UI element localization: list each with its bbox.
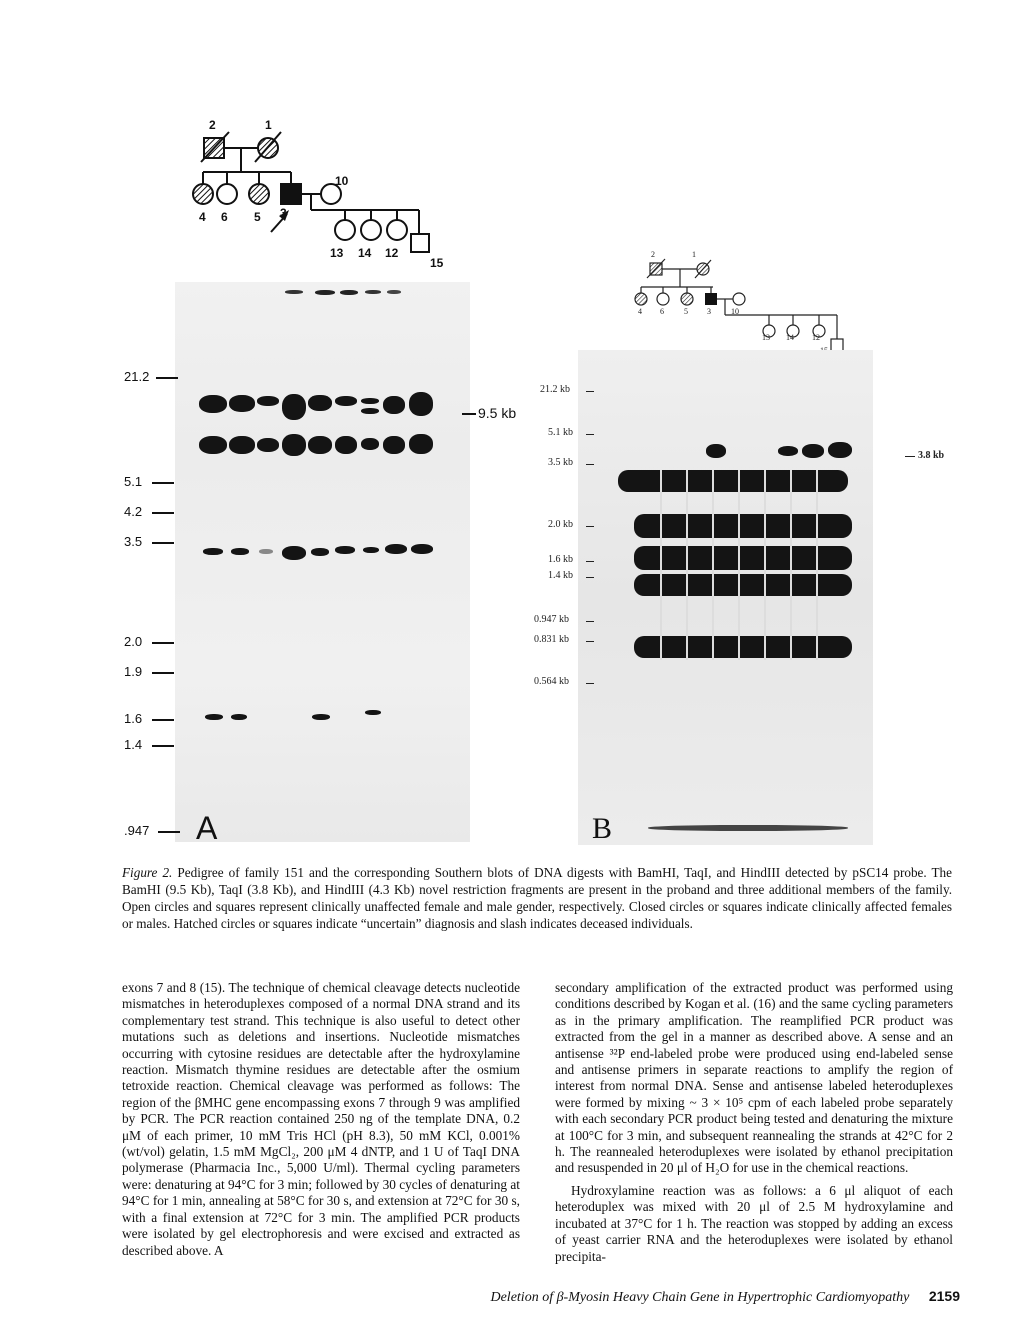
pedigree-b-label: 1: [692, 250, 696, 259]
size-marker-b: 0.831 kb: [534, 634, 569, 645]
size-marker-b: 0.564 kb: [534, 676, 569, 687]
pedigree-b-label: 13: [762, 333, 770, 342]
blot-band: [282, 546, 306, 560]
size-marker-a: 4.2: [124, 504, 143, 519]
pedigree-a-label: 10: [335, 174, 349, 188]
pedigree-b-label: 12: [812, 333, 820, 342]
pedigree-b-label: 4: [638, 307, 642, 316]
body-column-right: [555, 980, 953, 1265]
running-title: Deletion of β-Myosin Heavy Chain Gene in Hypertrophic Cardiomyopathy: [490, 1290, 910, 1305]
blot-band: [365, 710, 381, 715]
pedigree-a-label: 12: [385, 246, 399, 260]
pedigree-a-label: 3: [280, 206, 287, 220]
blot-band: [361, 408, 379, 414]
southern-blot-a: [175, 282, 470, 842]
blot-band: [634, 546, 852, 570]
marker-tick: [152, 512, 174, 514]
marker-tick: [152, 642, 174, 644]
pedigree-female-unaffected: [217, 184, 237, 204]
pedigree-female-hatched: [193, 184, 213, 204]
lane-divider: [816, 470, 818, 660]
marker-tick: [152, 542, 174, 544]
blot-band: [282, 434, 306, 456]
size-marker-b: 0.947 kb: [534, 614, 569, 625]
size-marker-a: .947: [124, 823, 150, 838]
blot-band: [257, 396, 279, 406]
blot-band: [361, 438, 379, 450]
pedigree-b-label: 2: [651, 250, 655, 259]
fragment-label-b: 3.8 kb: [918, 450, 945, 461]
lane-divider: [686, 470, 688, 660]
pedigree-a-label: 14: [358, 246, 372, 260]
blot-band: [409, 434, 433, 454]
marker-tick: [156, 377, 178, 379]
blot-band: [203, 548, 223, 555]
marker-tick: [158, 831, 180, 833]
pedigree-a-label: 5: [254, 210, 261, 224]
fragment-tick: [905, 456, 915, 457]
size-marker-a: 1.6: [124, 711, 143, 726]
blot-band: [199, 395, 227, 413]
size-marker-b: 2.0 kb: [548, 519, 573, 530]
blot-band: [315, 290, 335, 295]
marker-tick: [586, 464, 594, 465]
blot-band: [335, 546, 355, 554]
fragment-label-a: 9.5 kb: [478, 405, 517, 421]
blot-band: [231, 548, 249, 555]
marker-tick: [586, 641, 594, 642]
marker-tick: [586, 391, 594, 392]
pedigree-female-unaffected: [387, 220, 407, 240]
blot-band: [706, 444, 726, 458]
marker-tick: [586, 577, 594, 578]
pedigree-a: [175, 110, 465, 270]
figure-caption: [122, 864, 952, 932]
pedigree-b-label: 6: [660, 307, 664, 316]
blot-band: [618, 470, 848, 492]
size-marker-a: 3.5: [124, 534, 143, 549]
blot-band: [802, 444, 824, 458]
blot-band: [285, 290, 303, 294]
pedigree-a-label: 15: [430, 256, 444, 270]
blot-band: [385, 544, 407, 554]
marker-tick: [152, 719, 174, 721]
size-marker-a: 1.9: [124, 664, 143, 679]
pedigree-male-unaffected: [411, 234, 429, 252]
marker-tick: [586, 561, 594, 562]
size-marker-b: 3.5 kb: [548, 457, 573, 468]
blot-band: [308, 436, 332, 454]
size-marker-a: 21.2: [124, 369, 150, 384]
pedigree-male-affected-proband: [705, 293, 717, 305]
blot-band: [311, 548, 329, 556]
marker-tick: [586, 621, 594, 622]
pedigree-female-hatched: [681, 293, 693, 305]
size-marker-b: 5.1 kb: [548, 427, 573, 438]
size-marker-b: 1.6 kb: [548, 554, 573, 565]
marker-tick: [152, 482, 174, 484]
blot-band: [308, 395, 332, 411]
marker-tick: [152, 672, 174, 674]
lane-divider: [790, 470, 792, 660]
pedigree-a-label: 13: [330, 246, 344, 260]
blot-band: [282, 394, 306, 420]
blot-band: [259, 549, 273, 554]
page-number: 2159: [928, 1288, 960, 1304]
lane-divider: [738, 470, 740, 660]
blot-band: [205, 714, 223, 720]
pedigree-b-label: 10: [731, 307, 739, 316]
blot-band: [828, 442, 852, 458]
size-marker-a: 1.4: [124, 737, 143, 752]
blot-band: [634, 574, 852, 596]
blot-band: [387, 290, 401, 294]
blot-band: [229, 436, 255, 454]
blot-band: [199, 436, 227, 454]
pedigree-b-label: 5: [684, 307, 688, 316]
pedigree-a-label: 4: [199, 210, 206, 224]
pedigree-b-label: 14: [786, 333, 794, 342]
marker-tick: [152, 745, 174, 747]
blot-band: [634, 636, 852, 658]
figure-caption-text: Pedigree of family 151 and the corresponding Southern blots of DNA digests with BamHI, TaqI, and HindIII detected by pSC14 probe. The BamHI (9.5 Kb), TaqI (3.8 Kb), and HindIII (4.3 Kb) novel restriction fragments are present in the proband and three additional members of the family. Open circles and squares represent clinically unaffected female and male gender, respectively. Closed circles or squares indicate clinically affected females or males. Hatched circles or squares indicate “uncertain” diagnosis and slash indicates deceased individuals.: [122, 865, 953, 931]
southern-blot-b: [578, 350, 873, 845]
blot-band: [383, 436, 405, 454]
paragraph: secondary amplification of the extracted product was performed using conditions described by Kogan et al. (16) and the same cycling parameters as in the primary amplification. The reamplified PCR product was extracted from the gel in a manner as described above. A sense and an antisense ³²P end-labeled probe were produced using end-labeled sense and antisense primers in separate reactions to amplify the region of interest from normal DNA. Sense and antisense labeled heteroduplexes were formed by mixing ~ 3 × 10⁵ cpm of each labeled probe separately with each secondary PCR product being tested and denaturing the mixture at 100°C for 3 min, and subsequent reannealing the strands at 42°C for 2 h. The reannealed heteroduplexes were isolated by ethanol precipitation and resuspended in 20 μl of H₂O for use in the chemical reactions.: [555, 980, 953, 1176]
size-marker-b: 1.4 kb: [548, 570, 573, 581]
blot-band: [257, 438, 279, 452]
fragment-tick: [462, 413, 476, 415]
paragraph: Hydroxylamine reaction was as follows: a 6 μl aliquot of each heteroduplex was mixed with 20 μl of 2.5 M hydroxylamine and incubated at 37°C for 1 h. The reaction was stopped by adding an excess of yeast carrier RNA and the heteroduplexes were isolated by ethanol precipita-: [555, 1182, 953, 1264]
lane-divider: [764, 470, 766, 660]
blot-band: [361, 398, 379, 404]
blot-band: [363, 547, 379, 553]
page-footer: [440, 1288, 960, 1306]
blot-band: [340, 290, 358, 295]
pedigree-female-unaffected: [733, 293, 745, 305]
blot-band: [335, 396, 357, 406]
marker-tick: [586, 434, 594, 435]
size-marker-a: 5.1: [124, 474, 143, 489]
figure-caption-label: Figure 2.: [122, 865, 173, 880]
pedigree-female-hatched: [249, 184, 269, 204]
blot-band: [383, 396, 405, 414]
pedigree-b: [625, 245, 860, 360]
marker-tick: [586, 683, 594, 684]
panel-a-letter: A: [196, 810, 218, 846]
blot-band: [229, 395, 255, 412]
blot-band: [335, 436, 357, 454]
pedigree-a-label: 2: [209, 118, 216, 132]
pedigree-male-affected-proband: [281, 184, 301, 204]
lane-divider: [660, 470, 662, 660]
blot-band: [411, 544, 433, 554]
body-column-left: [122, 980, 520, 1259]
pedigree-female-unaffected: [361, 220, 381, 240]
paragraph: exons 7 and 8 (15). The technique of chemical cleavage detects nucleotide mismatches in heteroduplexes composed of a normal DNA strand and its complementary test strand. This technique is also useful to detect other mutations such as deletions and insertions. Nucleotide mismatches occurring with cytosine residues are detectable after the hydroxylamine reaction. Mismatch thymine residues are detectable after the osmium tetroxide reaction. Chemical cleavage was performed as follows: The region of the βMHC gene encompassing exons 7 through 9 was amplified by PCR. The PCR reaction contained 250 ng of the template DNA, 0.2 μM of each primer, 10 mM Tris HCl (pH 8.3), 50 mM KCl, 0.001% (wt/vol) gelatin, 1.5 mM MgCl₂, 200 μM 4 dNTP, and 1 U of TaqI DNA polymerase (Pharmacia Inc., 5,000 U/ml). Thermal cycling parameters were: denaturing at 94°C for 3 min; followed by 30 cycles of denaturing at 94°C for 1 min, annealing at 58°C for 30 s, and extension at 72°C for 30 s, with a final extension at 72°C for 3 min. The amplified PCR products were isolated by gel electrophoresis and were excised and extracted as described above. A: [122, 980, 520, 1258]
pedigree-female-hatched: [635, 293, 647, 305]
pedigree-b-label: 3: [707, 307, 711, 316]
size-marker-a: 2.0: [124, 634, 143, 649]
marker-tick: [586, 526, 594, 527]
pedigree-female-unaffected: [335, 220, 355, 240]
blot-band: [778, 446, 798, 456]
blot-band: [365, 290, 381, 294]
size-marker-b: 21.2 kb: [540, 384, 570, 395]
lane-divider: [712, 470, 714, 660]
blot-band: [634, 514, 852, 538]
blot-band: [231, 714, 247, 720]
pedigree-female-unaffected: [657, 293, 669, 305]
blot-band: [648, 825, 848, 831]
pedigree-a-label: 6: [221, 210, 228, 224]
blot-band: [409, 392, 433, 416]
blot-band: [312, 714, 330, 720]
pedigree-a-label: 1: [265, 118, 272, 132]
panel-b-letter: B: [592, 812, 613, 845]
